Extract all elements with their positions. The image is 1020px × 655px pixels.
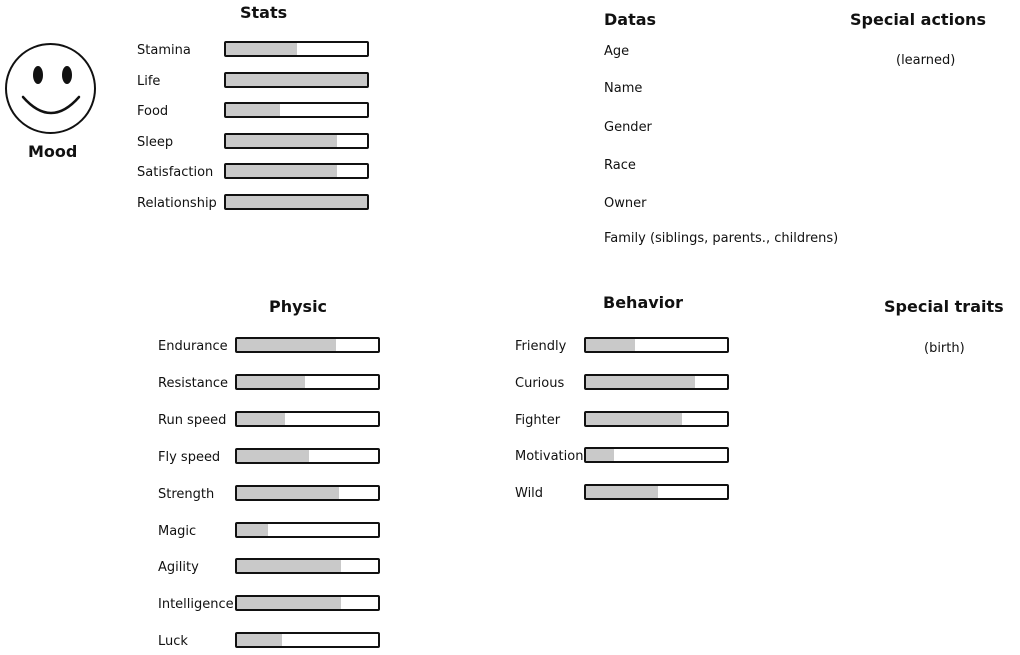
behavior-progress-fill [586,486,658,498]
physic-progress-bar [235,448,380,464]
physic-label: Agility [158,560,199,576]
stat-label: Sleep [137,134,174,150]
physic-label: Luck [158,634,188,650]
special-actions-note: (learned) [896,53,956,68]
behavior-progress-bar [584,447,729,463]
physic-progress-bar [235,374,380,390]
stat-progress-bar [224,102,369,118]
physic-progress-bar [235,337,380,353]
stat-label: Satisfaction [137,165,214,180]
behavior-progress-fill [586,449,614,461]
stat-progress-fill [226,43,297,55]
stat-progress-fill [226,165,337,177]
stat-progress-bar [224,194,369,210]
data-field-label: Race [604,158,636,173]
physic-progress-fill [237,560,341,572]
mood-face-icon [5,43,96,134]
data-field-label: Owner [604,196,647,211]
data-field-label: Name [604,81,643,96]
physic-progress-fill [237,487,339,499]
physic-progress-bar [235,595,380,611]
behavior-label: Wild [515,486,544,502]
behavior-label: Fighter [515,412,561,428]
special-actions-title: Special actions [850,10,986,29]
stat-progress-bar [224,72,369,88]
stat-progress-fill [226,135,337,147]
behavior-progress-bar [584,484,729,500]
behavior-progress-fill [586,413,682,425]
behavior-progress-bar [584,411,729,427]
behavior-label: Motivation [515,449,584,465]
data-field-label: Family (siblings, parents., childrens) [604,231,839,246]
physic-progress-fill [237,376,305,388]
behavior-progress-bar [584,374,729,390]
physic-title: Physic [269,297,328,316]
stats-title: Stats [240,3,288,22]
physic-progress-bar [235,485,380,501]
stat-progress-bar [224,163,369,179]
behavior-progress-fill [586,339,635,351]
physic-progress-bar [235,558,380,574]
physic-progress-fill [237,450,309,462]
physic-label: Strength [158,486,215,502]
physic-progress-bar [235,632,380,648]
stat-progress-fill [226,104,280,116]
stat-progress-fill [226,74,367,86]
data-field-label: Age [604,44,630,59]
stat-label: Life [137,73,161,89]
stat-label: Stamina [137,43,191,58]
physic-progress-fill [237,634,282,646]
physic-progress-fill [237,339,336,351]
behavior-progress-bar [584,337,729,353]
stat-label: Relationship [137,195,217,211]
physic-label: Run speed [158,412,227,428]
data-field-label: Gender [604,120,652,135]
behavior-title: Behavior [603,293,684,312]
stat-label: Food [137,104,169,119]
behavior-label: Curious [515,375,565,391]
datas-title: Datas [604,10,657,29]
stat-progress-fill [226,196,367,208]
physic-label: Fly speed [158,449,221,465]
behavior-label: Friendly [515,339,567,354]
stat-progress-bar [224,41,369,57]
physic-label: Intelligence [158,597,234,613]
special-traits-note: (birth) [924,341,965,356]
behavior-progress-fill [586,376,695,388]
physic-progress-fill [237,597,341,609]
physic-progress-bar [235,411,380,427]
physic-label: Magic [158,523,197,539]
physic-progress-bar [235,522,380,538]
special-traits-title: Special traits [884,297,1004,316]
physic-label: Endurance [158,339,228,354]
physic-progress-fill [237,413,285,425]
stat-progress-bar [224,133,369,149]
mood-label: Mood [28,142,78,161]
physic-progress-fill [237,524,268,536]
physic-label: Resistance [158,375,229,391]
